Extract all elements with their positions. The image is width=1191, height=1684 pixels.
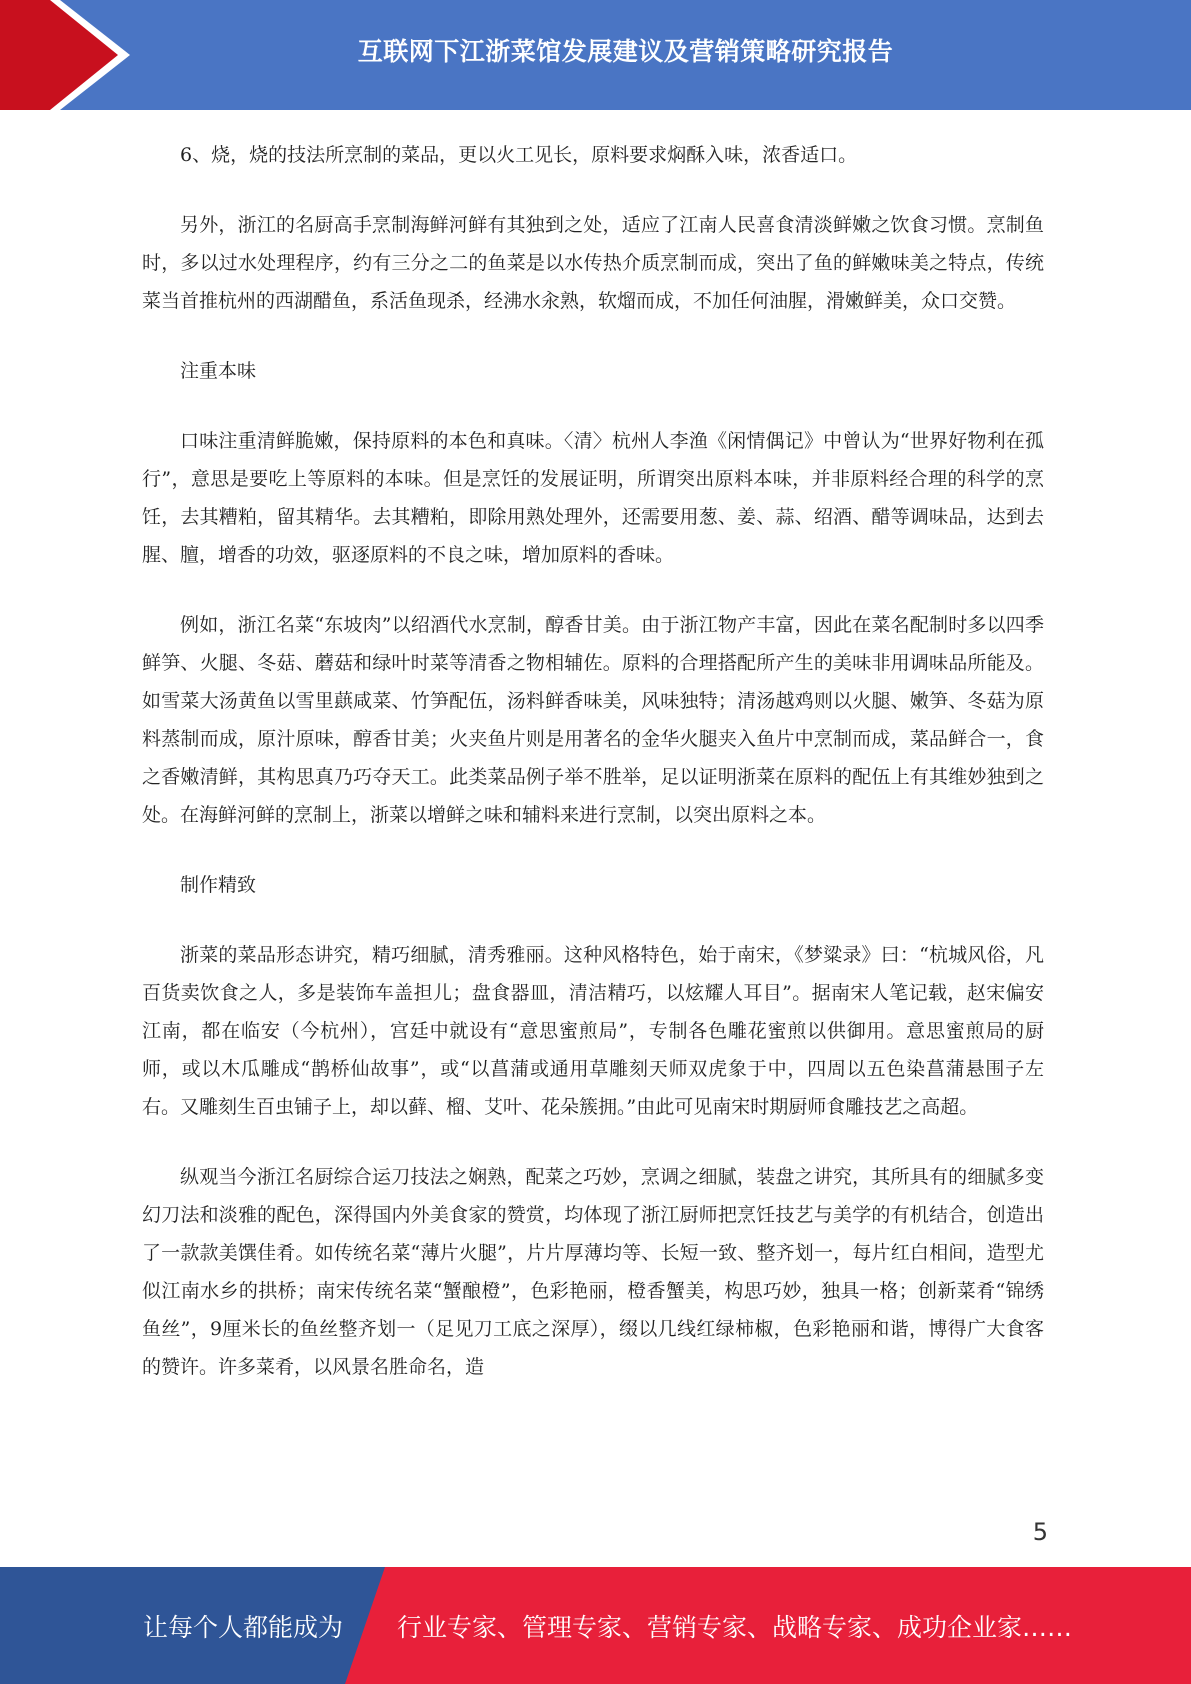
- paragraph: 纵观当今浙江名厨综合运刀技法之娴熟，配菜之巧妙，烹调之细腻，装盘之讲究，其所具有的细腻多变幻刀法和淡雅的配色，深得国内外美食家的赞赏，均体现了浙江厨师把烹饪技艺与美学的有机结合，创造出了一款款美馔佳肴。如传统名菜“薄片火腿”，片片厚薄均等、长短一致、整齐划一，每片红白相间，造型尤似江南水乡的拱桥；南宋传统名菜“蟹酿橙”，色彩艳丽，橙香蟹美，构思巧妙，独具一格；创新菜肴“锦绣鱼丝”，9厘米长的鱼丝整齐划一（足见刀工底之深厚），缀以几线红绿柿椒，色彩艳丽和谐，博得广大食客的赞许。许多菜肴，以风景名胜命名，造: [142, 1166, 1044, 1378]
- footer-banner: [0, 1567, 1191, 1684]
- header-arrow-decoration: [0, 0, 160, 110]
- paragraph: 另外，浙江的名厨高手烹制海鲜河鲜有其独到之处，适应了江南人民喜食清淡鲜嫩之饮食习惯。烹制鱼时，多以过水处理程序，约有三分之二的鱼菜是以水传热介质烹制而成，突出了鱼的鲜嫩味美之特点，传统菜当首推杭州的西湖醋鱼，系活鱼现杀，经沸水汆熟，软熘而成，不加任何油腥，滑嫩鲜美，众口交赞。: [142, 214, 1044, 312]
- footer-slogan-left: 让每个人都能成为: [143, 1612, 344, 1642]
- page-number: 5: [1032, 1518, 1048, 1546]
- footer-slogan-right: 行业专家、管理专家、营销专家、战略专家、成功企业家……: [397, 1612, 1073, 1642]
- document-body: [142, 136, 1044, 1418]
- section-heading: 制作精致: [180, 874, 257, 896]
- paragraph: 浙菜的菜品形态讲究，精巧细腻，清秀雅丽。这种风格特色，始于南宋，《梦粱录》曰：“杭城风俗，凡百货卖饮食之人，多是装饰车盖担儿；盘食器皿，清洁精巧，以炫耀人耳目”。据南宋人笔记载，赵宋偏安江南，都在临安（今杭州），宫廷中就设有“意思蜜煎局”，专制各色雕花蜜煎以供御用。意思蜜煎局的厨师，或以木瓜雕成“鹊桥仙故事”，或“以菖蒲或通用草雕刻天师双虎象于中，四周以五色染菖蒲悬围子左右。又雕刻生百虫铺子上，却以藓、榴、艾叶、花朵簇拥。”由此可见南宋时期厨师食雕技艺之高超。: [142, 944, 1044, 1118]
- paragraph: 6、烧，烧的技法所烹制的菜品，更以火工见长，原料要求焖酥入味，浓香适口。: [180, 144, 858, 166]
- paragraph: 例如，浙江名菜“东坡肉”以绍酒代水烹制，醇香甘美。由于浙江物产丰富，因此在菜名配制时多以四季鲜笋、火腿、冬菇、蘑菇和绿叶时菜等清香之物相辅佐。原料的合理搭配所产生的美味非用调味品所能及。如雪菜大汤黄鱼以雪里蕻咸菜、竹笋配伍，汤料鲜香味美，风味独特；清汤越鸡则以火腿、嫩笋、冬菇为原料蒸制而成，原汁原味，醇香甘美；火夹鱼片则是用著名的金华火腿夹入鱼片中烹制而成，菜品鲜合一，食之香嫩清鲜，其构思真乃巧夺天工。此类菜品例子举不胜举，足以证明浙菜在原料的配伍上有其维妙独到之处。在海鲜河鲜的烹制上，浙菜以增鲜之味和辅料来进行烹制，以突出原料之本。: [142, 614, 1044, 826]
- paragraph: 口味注重清鲜脆嫩，保持原料的本色和真味。〈清〉杭州人李渔《闲情偶记》中曾认为“世界好物利在孤行”，意思是要吃上等原料的本味。但是烹饪的发展证明，所谓突出原料本味，并非原料经合理的科学的烹饪，去其糟粕，留其精华。去其糟粕，即除用熟处理外，还需要用葱、姜、蒜、绍酒、醋等调味品，达到去腥、膻，增香的功效，驱逐原料的不良之味，增加原料的香味。: [142, 430, 1044, 566]
- section-heading: 注重本味: [180, 360, 257, 382]
- page-header-title: 互联网下江浙菜馆发展建议及营销策略研究报告: [357, 37, 894, 66]
- header-bar: [0, 0, 1191, 110]
